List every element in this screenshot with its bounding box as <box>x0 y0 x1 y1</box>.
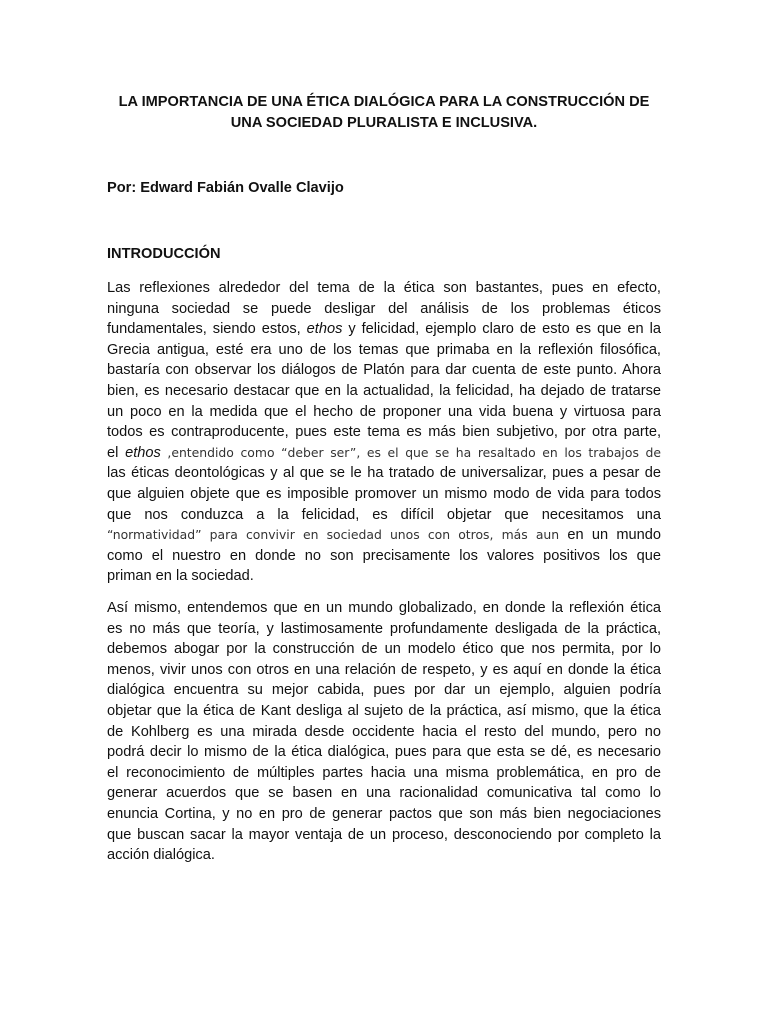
text-line: Grecia antigua, esté era uno de los temas que primaba en la reflexión filosófica, <box>107 341 661 358</box>
text-line: bastaría con observar los diálogos de Platón para dar cuenta de este punto. Ahora <box>107 362 661 379</box>
title-line-1: LA IMPORTANCIA DE UNA ÉTICA DIALÓGICA PARA LA CONSTRUCCIÓN DE <box>118 94 650 110</box>
text-line: que nos conduzca a la felicidad, es difícil objetar que necesitamos una <box>107 506 661 523</box>
text-line: de Kohlberg es una mirada desde occidente hacia el resto del mundo, pero no <box>107 723 661 740</box>
text-line <box>107 443 661 464</box>
text-line: Así mismo, entendemos que en un mundo globalizado, en donde la reflexión ética <box>107 600 661 616</box>
text-line: el reconocimiento de múltiples partes hacia una misma problemática, en pro de <box>107 764 661 781</box>
text-line <box>107 525 661 546</box>
text-line: que buscan sacar la mayor ventaja de un proceso, desconociendo por completo la <box>107 826 661 843</box>
text-line: que alguien objete que es imposible promover un mismo modo de vida para todos <box>107 485 661 502</box>
text-line: bien, es necesario destacar que en la actualidad, la felicidad, ha dejado de tratarse <box>107 382 661 399</box>
paragraph-2 <box>107 598 661 866</box>
title-line-2: UNA SOCIEDAD PLURALISTA E INCLUSIVA. <box>230 115 538 131</box>
section-heading: INTRODUCCIÓN <box>107 246 221 262</box>
text-line: dialógica encuentra su mejor cabida, pues por dar un ejemplo, alguien podría <box>107 682 661 699</box>
paragraph-1 <box>107 278 661 587</box>
text-line: menos, vivir unos con otros en una relación de respeto, y es aquí en donde la ética <box>107 661 661 678</box>
text-line: todos es contraproducente, pues este tema es más bien subjetivo, por otra parte, <box>107 424 661 441</box>
text-line: Las reflexiones alrededor del tema de la ética son bastantes, pues en efecto, <box>107 280 661 296</box>
text-line: es no más que teoría, y lastimosamente profundamente desligada de la práctica, <box>107 620 661 637</box>
text-run: “normatividad” para convivir en sociedad unos con otros, más aun <box>107 527 560 543</box>
document-title <box>100 92 668 134</box>
text-line: un poco en la medida que el hecho de proponer una vida buena y virtuosa para <box>107 403 661 420</box>
italic-term: ethos <box>125 444 161 461</box>
text-line: las éticas deontológicas y al que se le ha tratado de universalizar, pues a pesar de <box>107 465 661 482</box>
text-run: ,entendido como “deber ser”, es el que se ha resaltado en los trabajos de <box>160 444 661 460</box>
text-line: priman en la sociedad. <box>107 568 254 585</box>
text-line: objetar que la ética de Kant desliga al sujeto de la práctica, así mismo, que la ética <box>107 702 661 719</box>
text-run: y felicidad, ejemplo claro de esto es que en la <box>342 321 661 338</box>
text-line: acción dialógica. <box>107 847 215 864</box>
text-line: generar acuerdos que se basen en una racionalidad comunicativa tal como lo <box>107 785 661 802</box>
text-line: debemos abogar por la construcción de un modelo ético que nos permita, por lo <box>107 641 661 658</box>
text-line <box>107 319 661 340</box>
text-line: como el nuestro en donde no son precisamente los valores positivos los que <box>107 547 661 564</box>
text-line: podrá decir lo mismo de la ética dialógica, pues para que esta se dé, es necesario <box>107 744 661 761</box>
italic-term: ethos <box>306 321 343 338</box>
text-run: fundamentales, siendo estos, <box>107 321 307 338</box>
author-byline: Por: Edward Fabián Ovalle Clavijo <box>107 180 344 196</box>
text-run: en un mundo <box>559 527 661 544</box>
text-run: el <box>107 444 126 461</box>
text-line: ninguna sociedad se puede desligar del análisis de los problemas éticos <box>107 300 661 317</box>
text-line: enuncia Cortina, y no en pro de generar pactos que son más bien negociaciones <box>107 805 661 822</box>
